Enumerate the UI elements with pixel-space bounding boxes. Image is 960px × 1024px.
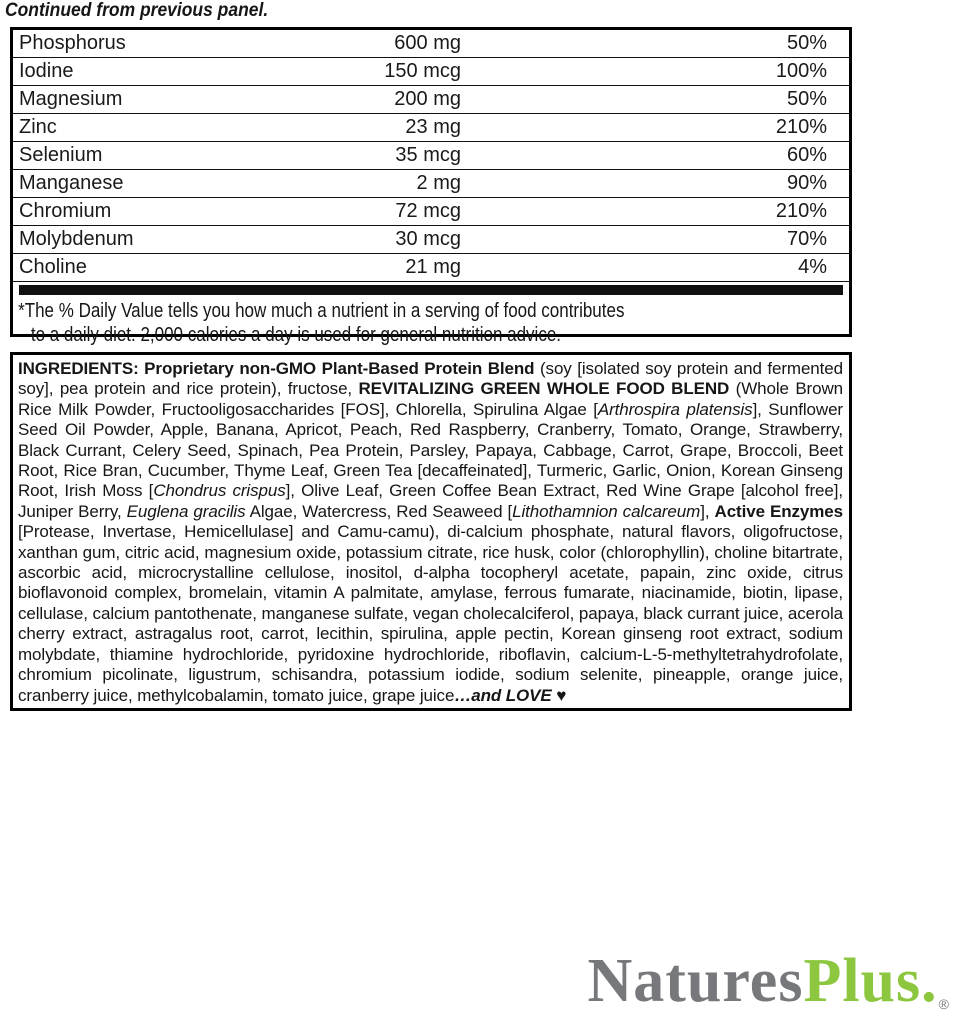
thick-divider-bar (19, 285, 843, 295)
nutrient-name: Selenium (19, 144, 103, 166)
nutrient-daily-value: 100% (775, 60, 827, 82)
nutrient-amount: 21 mg (405, 256, 461, 278)
nutrient-row (13, 58, 849, 86)
nutrient-amount: 200 mg (394, 88, 461, 110)
nutrient-row (13, 170, 849, 198)
nutrient-row (13, 226, 849, 254)
daily-value-footnote (13, 299, 853, 347)
continued-note: Continued from previous panel. (5, 0, 269, 21)
nutrient-row (13, 86, 849, 114)
nutrient-name: Manganese (19, 172, 124, 194)
nutrient-name: Zinc (19, 116, 57, 138)
nutrient-row (13, 254, 849, 282)
nutrient-amount: 35 mcg (395, 144, 461, 166)
nutrient-rows (13, 30, 849, 282)
nutrient-daily-value: 60% (786, 144, 827, 166)
nutrient-name: Phosphorus (19, 32, 126, 54)
nutrient-name: Magnesium (19, 88, 123, 110)
footnote-line-1: *The % Daily Value tells you how much a nutrient in a serving of food contributes (18, 300, 625, 322)
nutrient-name: Chromium (19, 200, 112, 222)
registered-trademark-icon: ® (938, 996, 949, 1012)
nutrient-row (13, 142, 849, 170)
nutrient-name: Choline (19, 256, 87, 278)
nutrient-daily-value: 70% (786, 228, 827, 250)
footnote-line-2: to a daily diet. 2,000 calories a day is used for general nutrition advice. (30, 323, 561, 346)
nutrient-daily-value: 210% (775, 116, 827, 138)
nutrient-amount: 30 mcg (395, 228, 461, 250)
nutrient-amount: 600 mg (394, 32, 461, 54)
nutrient-amount: 72 mcg (395, 200, 461, 222)
logo-text-plus: Plus. (803, 947, 938, 1015)
logo-text-natures: Natures (587, 947, 804, 1015)
nutrient-daily-value: 210% (775, 200, 827, 222)
nutrient-daily-value: 50% (786, 88, 827, 110)
nutrient-amount: 150 mcg (384, 60, 461, 82)
nutrient-name: Iodine (19, 60, 74, 82)
nutrient-amount: 2 mg (416, 172, 461, 194)
nutrient-daily-value: 50% (786, 32, 827, 54)
naturesplus-logo (587, 947, 949, 1024)
nutrient-amount: 23 mg (405, 116, 461, 138)
nutrient-name: Molybdenum (19, 228, 134, 250)
nutrient-row (13, 198, 849, 226)
nutrition-facts-table (10, 27, 852, 346)
nutrient-row (13, 114, 849, 142)
nutrient-row (13, 30, 849, 58)
ingredients-panel (10, 352, 852, 711)
nutrient-daily-value: 4% (798, 256, 827, 278)
ingredients-text: INGREDIENTS: Proprietary non-GMO Plant-Based Protein Blend (soy [isolated soy protein and fermented soy], pea protein and rice protein), fructose, REVITALIZING GREEN WHOLE FOOD BLEND (Whole Brown Rice Milk Powder, Fructooligosaccharides [FOS], Chlorella, Spirulina Algae [Arthrospira platensis], Sunflower Seed Oil Powder, Apple, Banana, Apricot, Peach, Red Raspberry, Cranberry, Tomato, Orange, Strawberry, Black Currant, Celery Seed, Spinach, Pea Protein, Parsley, Papaya, Cabbage, Carrot, Grape, Broccoli, Beet Root, Rice Bran, Cucumber, Thyme Leaf, Green Tea [decaffeinated], Turmeric, Garlic, Onion, Korean Ginseng Root, Irish Moss [Chondrus crispus], Olive Leaf, Green Coffee Bean Extract, Red Wine Grape [alcohol free], Juniper Berry, Euglena gracilis Algae, Watercress, Red Seaweed [Lithothamnion calcareum], Active Enzymes [Protease, Invertase, Hemicellulase] and Camu-camu), di-calcium phosphate, natural flavors, oligofructose, xanthan gum, citric acid, magnesium oxide, potassium citrate, rice husk, color (chlorophyllin), choline bitartrate, ascorbic acid, microcrystalline cellulose, inositol, d-alpha tocopheryl acetate, papain, zinc oxide, citrus bioflavonoid complex, bromelain, vitamin A palmitate, amylase, ferrous fumarate, niacinamide, biotin, lipase, cellulase, calcium pantothenate, manganese sulfate, vegan cholecalciferol, papaya, black currant juice, acerola cherry extract, astragalus root, carrot, lecithin, spirulina, apple pectin, Korean ginseng root extract, sodium molybdate, thiamine hydrochloride, pyridoxine hydrochloride, riboflavin, calcium-L-5-methyltetrahydrofolate, chromium picolinate, ligustrum, schisandra, potassium iodide, sodium selenite, pineapple, orange juice, cranberry juice, methylcobalamin, tomato juice, grape juice…and LOVE ♥ (18, 359, 844, 705)
nutrient-daily-value: 90% (786, 172, 827, 194)
